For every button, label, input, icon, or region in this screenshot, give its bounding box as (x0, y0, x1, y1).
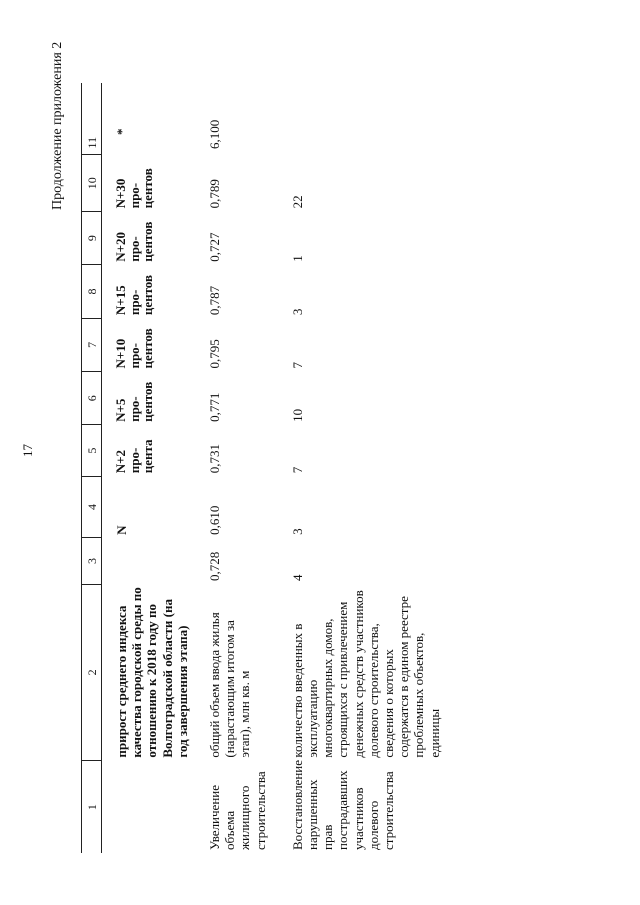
header-cell: 5 (82, 425, 102, 476)
cell-value: N (114, 525, 130, 535)
cell-value (102, 538, 193, 584)
cell-value: N+5 про-центов (113, 381, 156, 422)
cell-value: 0,771 (207, 392, 223, 422)
header-cell: 6 (82, 372, 102, 425)
cell-value: 0,731 (207, 444, 223, 474)
cell-indicator: количество введенных в эксплуатацию многоквартирных домов, строящихся с привлечением денежных средств участников долевого строительства, сведения о которых содержатся в едином реестре проблемных объектов, единицы (289, 590, 442, 758)
column-number-row (82, 83, 102, 853)
cell-value: 6,100 (207, 119, 223, 149)
cell-value: 0,789 (207, 179, 223, 209)
cell-value: 0,728 (207, 551, 223, 582)
cell-value: * (114, 128, 130, 135)
table-row (192, 83, 270, 853)
cell-value: 22 (289, 195, 305, 209)
cell-value: 3 (289, 528, 305, 535)
cell-value: N+2 про-цента (113, 439, 156, 474)
header-cell: 8 (82, 265, 102, 318)
table-row (270, 83, 444, 853)
cell-value: N+20 про-центов (113, 221, 156, 262)
header-cell: 3 (82, 538, 102, 584)
cell-value (270, 83, 444, 155)
cell-value: N+15 про-центов (113, 275, 156, 316)
header-cell: 9 (82, 211, 102, 264)
cell-value: 0,610 (207, 505, 223, 535)
appendix-table (81, 83, 444, 853)
cell-project (102, 761, 193, 853)
header-cell: 4 (82, 476, 102, 538)
cell-value: 1 (289, 255, 305, 262)
cell-indicator: общий объем ввода жилья (нарастающим итогом за этап), млн кв. м (207, 612, 253, 758)
cell-value: 0,795 (207, 339, 223, 369)
cell-value: 10 (289, 408, 305, 422)
cell-value: 7 (289, 362, 305, 369)
header-cell: 10 (82, 155, 102, 211)
header-cell: 2 (82, 584, 102, 761)
cell-value: 4 (289, 574, 305, 582)
cell-value: 3 (289, 308, 305, 316)
continuation-label: Продолжение приложения 2 (50, 41, 65, 210)
page-number: 17 (20, 444, 35, 457)
table-row (102, 83, 193, 853)
cell-project: Увеличение объема жилищного строительства (207, 771, 268, 850)
header-cell: 1 (82, 761, 102, 853)
header-cell: 7 (82, 318, 102, 371)
cell-value: 0,727 (207, 232, 223, 262)
cell-project: Восстановление нарушенных прав пострадавших участников долевого строительства (289, 759, 397, 850)
cell-indicator: прирост среднего индекса качества городской среды по отношению к 2018 году по Волгоградской области (на год завершения этапа) (114, 587, 190, 758)
cell-value: 0,787 (207, 285, 223, 316)
cell-value: 7 (289, 466, 305, 474)
header-cell: 11 (82, 83, 102, 155)
cell-value: N+30 про-центов (113, 168, 156, 209)
cell-value: N+10 про-центов (113, 328, 156, 369)
